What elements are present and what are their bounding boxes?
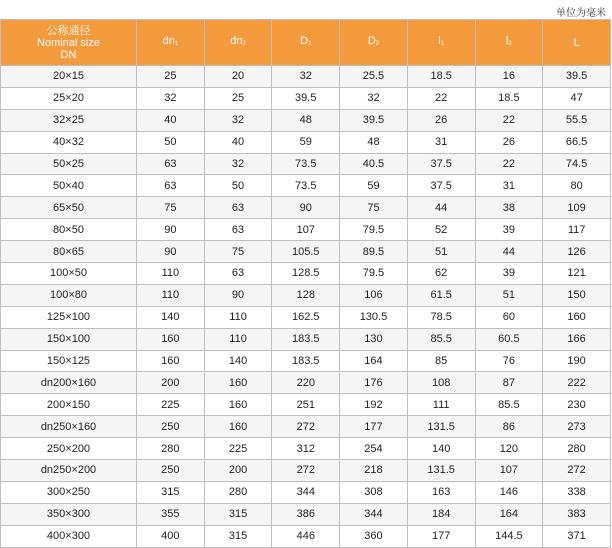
cell-nominal-size: 400×300 [1,525,137,547]
cell-l1: 184 [407,503,475,525]
cell-l1: 52 [407,219,475,241]
table-row [1,481,611,503]
cell-nominal-size: 350×300 [1,503,137,525]
cell-length: 39.5 [543,66,611,88]
cell-d1: 59 [272,131,340,153]
cell-dn2: 280 [204,481,272,503]
cell-dn1: 250 [137,460,205,482]
cell-l2: 44 [475,241,543,263]
cell-dn2: 110 [204,328,272,350]
table-row [1,460,611,482]
cell-dn1: 355 [137,503,205,525]
cell-d2: 79.5 [340,263,408,285]
table-row [1,328,611,350]
cell-d1: 73.5 [272,153,340,175]
cell-l2: 76 [475,350,543,372]
table-row [1,525,611,547]
header-length: L [543,20,611,66]
cell-l1: 85 [407,350,475,372]
header-d2: $D_2$ [340,20,408,66]
cell-dn1: 400 [137,525,205,547]
cell-d1: 272 [272,416,340,438]
cell-length: 338 [543,481,611,503]
cell-l1: 78.5 [407,306,475,328]
cell-d2: 130.5 [340,306,408,328]
cell-nominal-size: 125×100 [1,306,137,328]
cell-l2: 164 [475,503,543,525]
cell-dn1: 280 [137,438,205,460]
cell-l2: 144.5 [475,525,543,547]
cell-dn1: 315 [137,481,205,503]
cell-dn2: 160 [204,394,272,416]
cell-dn2: 90 [204,284,272,306]
cell-length: 109 [543,197,611,219]
cell-d1: 48 [272,109,340,131]
cell-d2: 89.5 [340,241,408,263]
table-row [1,350,611,372]
cell-d1: 105.5 [272,241,340,263]
table-row [1,87,611,109]
cell-length: 47 [543,87,611,109]
cell-d1: 73.5 [272,175,340,197]
table-row [1,175,611,197]
cell-l2: 60 [475,306,543,328]
cell-dn2: 20 [204,66,272,88]
cell-d1: 128.5 [272,263,340,285]
cell-length: 383 [543,503,611,525]
cell-dn2: 32 [204,109,272,131]
table-row [1,284,611,306]
cell-length: 74.5 [543,153,611,175]
cell-l1: 51 [407,241,475,263]
header-l2: $l_2$ [475,20,543,66]
cell-l2: 107 [475,460,543,482]
cell-nominal-size: 200×150 [1,394,137,416]
cell-l1: 131.5 [407,416,475,438]
cell-nominal-size: dn200×160 [1,372,137,394]
cell-l2: 22 [475,109,543,131]
cell-l2: 60.5 [475,328,543,350]
cell-d2: 79.5 [340,219,408,241]
table-body [1,66,611,548]
table-row [1,153,611,175]
cell-d2: 177 [340,416,408,438]
cell-length: 222 [543,372,611,394]
cell-d1: 32 [272,66,340,88]
cell-dn1: 160 [137,328,205,350]
cell-l1: 62 [407,263,475,285]
cell-l1: 111 [407,394,475,416]
cell-nominal-size: 65×50 [1,197,137,219]
header-d1: $D_1$ [272,20,340,66]
cell-dn2: 200 [204,460,272,482]
cell-l1: 61.5 [407,284,475,306]
header-nominal-size [1,20,137,66]
dimension-table [0,19,611,548]
cell-d2: 360 [340,525,408,547]
cell-length: 230 [543,394,611,416]
cell-l2: 31 [475,175,543,197]
cell-length: 371 [543,525,611,547]
header-dn1: $dn_1$ [137,20,205,66]
cell-length: 55.5 [543,109,611,131]
table-row [1,197,611,219]
table-row [1,394,611,416]
cell-d2: 164 [340,350,408,372]
table-row [1,306,611,328]
header-nominal-size-en: Nominal size [37,36,100,49]
cell-nominal-size: 25×20 [1,87,137,109]
cell-length: 66.5 [543,131,611,153]
cell-nominal-size: 80×65 [1,241,137,263]
cell-dn2: 160 [204,372,272,394]
cell-length: 273 [543,416,611,438]
cell-nominal-size: 32×25 [1,109,137,131]
cell-length: 190 [543,350,611,372]
cell-length: 272 [543,460,611,482]
table-row [1,131,611,153]
cell-d2: 40.5 [340,153,408,175]
cell-d2: 344 [340,503,408,525]
cell-dn1: 32 [137,87,205,109]
cell-dn1: 90 [137,219,205,241]
header-dn2: $dn_2$ [204,20,272,66]
cell-l1: 85.5 [407,328,475,350]
cell-l2: 22 [475,153,543,175]
cell-dn2: 315 [204,503,272,525]
cell-length: 160 [543,306,611,328]
cell-dn1: 75 [137,197,205,219]
cell-nominal-size: 20×15 [1,66,137,88]
cell-d1: 344 [272,481,340,503]
cell-length: 121 [543,263,611,285]
cell-dn1: 25 [137,66,205,88]
cell-d2: 32 [340,87,408,109]
unit-note: 单位为毫米 [556,8,606,19]
cell-dn1: 225 [137,394,205,416]
cell-d1: 312 [272,438,340,460]
cell-nominal-size: 80×50 [1,219,137,241]
cell-d1: 272 [272,460,340,482]
cell-nominal-size: 100×50 [1,263,137,285]
cell-l2: 39 [475,219,543,241]
cell-d2: 39.5 [340,109,408,131]
cell-l1: 131.5 [407,460,475,482]
table-row [1,219,611,241]
cell-dn2: 32 [204,153,272,175]
cell-dn1: 90 [137,241,205,263]
cell-d2: 75 [340,197,408,219]
cell-dn2: 225 [204,438,272,460]
cell-d1: 220 [272,372,340,394]
cell-dn1: 200 [137,372,205,394]
cell-l1: 108 [407,372,475,394]
cell-l1: 177 [407,525,475,547]
cell-d2: 48 [340,131,408,153]
cell-d2: 308 [340,481,408,503]
cell-l1: 18.5 [407,66,475,88]
cell-nominal-size: 300×250 [1,481,137,503]
cell-nominal-size: dn250×160 [1,416,137,438]
cell-dn2: 40 [204,131,272,153]
cell-d1: 183.5 [272,350,340,372]
cell-l2: 18.5 [475,87,543,109]
cell-dn2: 140 [204,350,272,372]
cell-l2: 16 [475,66,543,88]
cell-length: 280 [543,438,611,460]
cell-dn2: 63 [204,197,272,219]
cell-d2: 218 [340,460,408,482]
cell-d1: 183.5 [272,328,340,350]
cell-l2: 85.5 [475,394,543,416]
cell-l2: 39 [475,263,543,285]
cell-l2: 38 [475,197,543,219]
cell-dn1: 63 [137,153,205,175]
cell-d1: 128 [272,284,340,306]
cell-dn2: 110 [204,306,272,328]
cell-d1: 162.5 [272,306,340,328]
table-row [1,416,611,438]
cell-length: 166 [543,328,611,350]
cell-l1: 37.5 [407,175,475,197]
cell-nominal-size: 50×40 [1,175,137,197]
cell-length: 150 [543,284,611,306]
table-row [1,66,611,88]
cell-length: 126 [543,241,611,263]
header-l1: $l_1$ [407,20,475,66]
cell-dn2: 63 [204,263,272,285]
cell-dn1: 250 [137,416,205,438]
cell-d1: 251 [272,394,340,416]
cell-nominal-size: 150×100 [1,328,137,350]
table-row [1,372,611,394]
cell-l1: 22 [407,87,475,109]
cell-l2: 87 [475,372,543,394]
cell-dn1: 50 [137,131,205,153]
cell-dn1: 110 [137,263,205,285]
table-row [1,503,611,525]
cell-d2: 25.5 [340,66,408,88]
cell-d1: 90 [272,197,340,219]
cell-l2: 86 [475,416,543,438]
cell-dn1: 160 [137,350,205,372]
cell-dn2: 315 [204,525,272,547]
cell-l2: 146 [475,481,543,503]
header-nominal-size-abbr: DN [60,48,77,61]
table-row [1,263,611,285]
cell-dn2: 25 [204,87,272,109]
cell-dn2: 75 [204,241,272,263]
cell-d1: 39.5 [272,87,340,109]
cell-d2: 59 [340,175,408,197]
cell-d2: 192 [340,394,408,416]
cell-d1: 107 [272,219,340,241]
cell-l2: 120 [475,438,543,460]
cell-nominal-size: 100×80 [1,284,137,306]
header-nominal-size-cn: 公称通径 [46,24,91,37]
cell-d2: 176 [340,372,408,394]
cell-nominal-size: 150×125 [1,350,137,372]
cell-d2: 106 [340,284,408,306]
cell-dn2: 50 [204,175,272,197]
cell-l1: 140 [407,438,475,460]
cell-nominal-size: 250×200 [1,438,137,460]
cell-dn1: 140 [137,306,205,328]
cell-d2: 130 [340,328,408,350]
cell-l1: 44 [407,197,475,219]
cell-l2: 51 [475,284,543,306]
cell-dn1: 40 [137,109,205,131]
cell-l1: 163 [407,481,475,503]
cell-length: 117 [543,219,611,241]
cell-d2: 254 [340,438,408,460]
table-row [1,241,611,263]
table-header [1,20,611,66]
cell-dn2: 160 [204,416,272,438]
table-row [1,438,611,460]
cell-dn1: 110 [137,284,205,306]
cell-nominal-size: 40×32 [1,131,137,153]
cell-dn1: 63 [137,175,205,197]
cell-l1: 31 [407,131,475,153]
cell-l1: 37.5 [407,153,475,175]
cell-nominal-size: dn250×200 [1,460,137,482]
cell-length: 80 [543,175,611,197]
cell-nominal-size: 50×25 [1,153,137,175]
header-row [1,20,611,66]
cell-l1: 26 [407,109,475,131]
cell-l2: 26 [475,131,543,153]
cell-d1: 446 [272,525,340,547]
table-row [1,109,611,131]
cell-dn2: 63 [204,219,272,241]
cell-d1: 386 [272,503,340,525]
